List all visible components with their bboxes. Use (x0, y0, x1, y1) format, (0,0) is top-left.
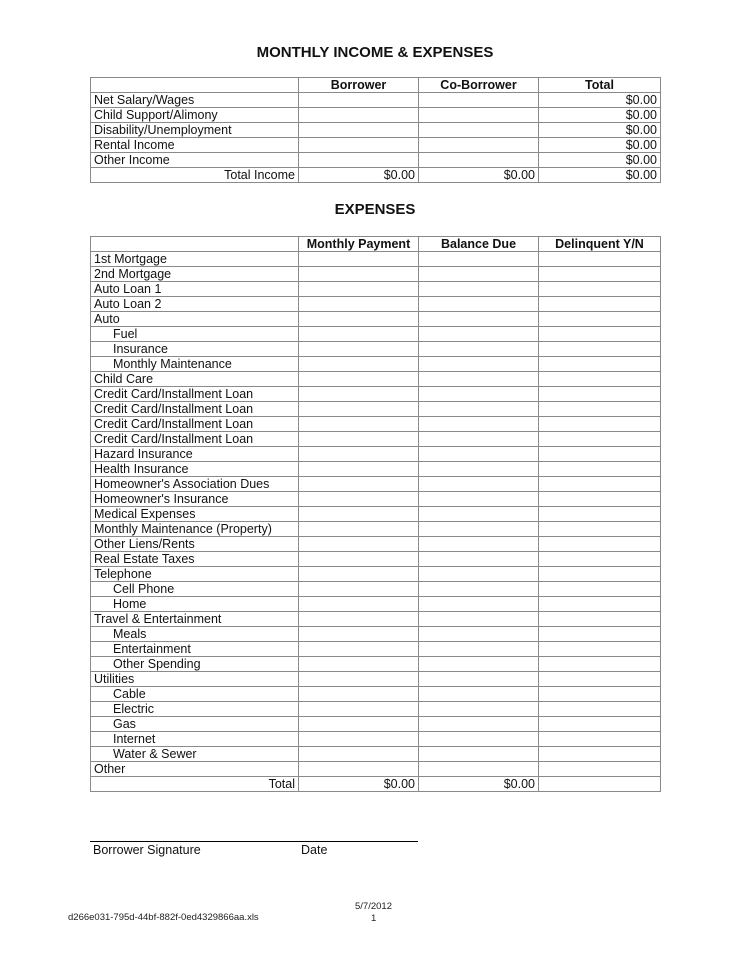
expense-delinquent-cell (539, 597, 661, 612)
expense-label: Other Spending (91, 657, 299, 672)
table-row (91, 552, 661, 567)
expense-balance-cell (419, 507, 539, 522)
table-row (91, 642, 661, 657)
expense-balance-cell (419, 582, 539, 597)
table-row (91, 717, 661, 732)
expense-balance-cell (419, 447, 539, 462)
income-table (90, 77, 661, 183)
expense-balance-cell (419, 387, 539, 402)
footer-date: 5/7/2012 (355, 901, 392, 912)
expense-balance-cell (419, 552, 539, 567)
expense-balance-cell (419, 537, 539, 552)
expense-balance-cell (419, 297, 539, 312)
expense-balance-cell (419, 612, 539, 627)
income-header-borrower: Borrower (299, 78, 419, 93)
expense-delinquent-cell (539, 312, 661, 327)
expense-balance-cell (419, 567, 539, 582)
income-coborrower-cell (419, 138, 539, 153)
table-row (91, 627, 661, 642)
table-row (91, 327, 661, 342)
expense-monthly-cell (299, 747, 419, 762)
expense-monthly-cell (299, 732, 419, 747)
expense-label: Real Estate Taxes (91, 552, 299, 567)
expense-balance-cell (419, 432, 539, 447)
expense-monthly-cell (299, 252, 419, 267)
table-row (91, 93, 661, 108)
expense-monthly-cell (299, 492, 419, 507)
expenses-total-balance: $0.00 (419, 777, 539, 792)
income-total-cell: $0.00 (539, 108, 661, 123)
expense-monthly-cell (299, 327, 419, 342)
income-label: Net Salary/Wages (91, 93, 299, 108)
income-coborrower-cell (419, 153, 539, 168)
expense-label: Child Care (91, 372, 299, 387)
expense-delinquent-cell (539, 627, 661, 642)
expense-delinquent-cell (539, 357, 661, 372)
expense-balance-cell (419, 402, 539, 417)
table-row (91, 657, 661, 672)
expenses-total-label: Total (91, 777, 299, 792)
table-row (91, 312, 661, 327)
expenses-total-delinquent (539, 777, 661, 792)
expense-monthly-cell (299, 687, 419, 702)
expense-label: Auto Loan 2 (91, 297, 299, 312)
table-row (91, 522, 661, 537)
table-row (91, 447, 661, 462)
expense-label: Credit Card/Installment Loan (91, 432, 299, 447)
date-label: Date (301, 843, 328, 857)
expense-balance-cell (419, 747, 539, 762)
expense-delinquent-cell (539, 267, 661, 282)
table-row (91, 732, 661, 747)
table-row (91, 402, 661, 417)
expense-monthly-cell (299, 342, 419, 357)
income-total-cell: $0.00 (539, 123, 661, 138)
expense-balance-cell (419, 522, 539, 537)
income-total-cell: $0.00 (539, 153, 661, 168)
expense-balance-cell (419, 477, 539, 492)
expense-delinquent-cell (539, 582, 661, 597)
expense-delinquent-cell (539, 432, 661, 447)
expense-balance-cell (419, 642, 539, 657)
expense-monthly-cell (299, 417, 419, 432)
income-coborrower-cell (419, 93, 539, 108)
table-row (91, 537, 661, 552)
table-row (91, 417, 661, 432)
expense-label: Utilities (91, 672, 299, 687)
expense-delinquent-cell (539, 732, 661, 747)
expense-delinquent-cell (539, 717, 661, 732)
expense-label: Homeowner's Insurance (91, 492, 299, 507)
expense-monthly-cell (299, 402, 419, 417)
expense-balance-cell (419, 252, 539, 267)
expense-balance-cell (419, 462, 539, 477)
expense-balance-cell (419, 282, 539, 297)
income-borrower-cell (299, 108, 419, 123)
table-row (91, 267, 661, 282)
expenses-total-row (91, 777, 661, 792)
table-row (91, 153, 661, 168)
table-row (91, 372, 661, 387)
expense-balance-cell (419, 762, 539, 777)
expense-balance-cell (419, 732, 539, 747)
expense-monthly-cell (299, 312, 419, 327)
expense-balance-cell (419, 327, 539, 342)
income-header-row (91, 78, 661, 93)
expense-balance-cell (419, 342, 539, 357)
expense-label: 1st Mortgage (91, 252, 299, 267)
table-row (91, 477, 661, 492)
expense-label: Other Liens/Rents (91, 537, 299, 552)
expense-delinquent-cell (539, 447, 661, 462)
expense-delinquent-cell (539, 342, 661, 357)
expenses-header-delinquent: Delinquent Y/N (539, 237, 661, 252)
expenses-total-monthly: $0.00 (299, 777, 419, 792)
expense-label: Home (91, 597, 299, 612)
expense-monthly-cell (299, 462, 419, 477)
expenses-header-row (91, 237, 661, 252)
expense-monthly-cell (299, 477, 419, 492)
expense-delinquent-cell (539, 702, 661, 717)
expense-balance-cell (419, 597, 539, 612)
expense-delinquent-cell (539, 672, 661, 687)
signature-line (90, 841, 418, 842)
expense-monthly-cell (299, 447, 419, 462)
expense-label: Telephone (91, 567, 299, 582)
expense-monthly-cell (299, 762, 419, 777)
income-coborrower-cell (419, 123, 539, 138)
table-row (91, 252, 661, 267)
expense-label: Credit Card/Installment Loan (91, 387, 299, 402)
expense-monthly-cell (299, 582, 419, 597)
expense-label: Gas (91, 717, 299, 732)
table-row (91, 567, 661, 582)
expense-delinquent-cell (539, 282, 661, 297)
table-row (91, 507, 661, 522)
expense-delinquent-cell (539, 657, 661, 672)
expense-delinquent-cell (539, 372, 661, 387)
expense-delinquent-cell (539, 387, 661, 402)
expense-monthly-cell (299, 612, 419, 627)
table-row (91, 762, 661, 777)
expense-balance-cell (419, 627, 539, 642)
table-row (91, 342, 661, 357)
expense-label: Credit Card/Installment Loan (91, 417, 299, 432)
expense-delinquent-cell (539, 612, 661, 627)
table-row (91, 612, 661, 627)
expense-delinquent-cell (539, 402, 661, 417)
total-income-coborrower: $0.00 (419, 168, 539, 183)
income-label: Rental Income (91, 138, 299, 153)
table-row (91, 123, 661, 138)
expense-balance-cell (419, 672, 539, 687)
expense-monthly-cell (299, 267, 419, 282)
expense-delinquent-cell (539, 747, 661, 762)
expense-monthly-cell (299, 702, 419, 717)
income-borrower-cell (299, 153, 419, 168)
expense-delinquent-cell (539, 477, 661, 492)
expense-delinquent-cell (539, 642, 661, 657)
expense-monthly-cell (299, 507, 419, 522)
expense-monthly-cell (299, 552, 419, 567)
expense-monthly-cell (299, 282, 419, 297)
expense-label: Insurance (91, 342, 299, 357)
income-title: MONTHLY INCOME & EXPENSES (256, 44, 494, 61)
expense-monthly-cell (299, 627, 419, 642)
income-label: Other Income (91, 153, 299, 168)
table-row (91, 747, 661, 762)
table-row (91, 282, 661, 297)
expense-monthly-cell (299, 642, 419, 657)
income-borrower-cell (299, 138, 419, 153)
expenses-title: EXPENSES (334, 201, 416, 218)
table-row (91, 687, 661, 702)
income-borrower-cell (299, 123, 419, 138)
expenses-header-label (91, 237, 299, 252)
total-income-borrower: $0.00 (299, 168, 419, 183)
expense-monthly-cell (299, 717, 419, 732)
income-header-total: Total (539, 78, 661, 93)
expense-balance-cell (419, 372, 539, 387)
table-row (91, 108, 661, 123)
expense-monthly-cell (299, 372, 419, 387)
expense-label: Meals (91, 627, 299, 642)
expense-balance-cell (419, 492, 539, 507)
expense-delinquent-cell (539, 252, 661, 267)
expense-balance-cell (419, 687, 539, 702)
expense-label: Monthly Maintenance (91, 357, 299, 372)
total-income-label: Total Income (91, 168, 299, 183)
expense-delinquent-cell (539, 522, 661, 537)
expense-monthly-cell (299, 387, 419, 402)
expense-monthly-cell (299, 597, 419, 612)
expense-label: Other (91, 762, 299, 777)
expense-label: Fuel (91, 327, 299, 342)
expense-delinquent-cell (539, 567, 661, 582)
expense-monthly-cell (299, 567, 419, 582)
expense-label: Medical Expenses (91, 507, 299, 522)
table-row (91, 702, 661, 717)
income-header-coborrower: Co-Borrower (419, 78, 539, 93)
expense-label: Health Insurance (91, 462, 299, 477)
table-row (91, 138, 661, 153)
expense-balance-cell (419, 417, 539, 432)
expense-balance-cell (419, 657, 539, 672)
income-label: Disability/Unemployment (91, 123, 299, 138)
table-row (91, 597, 661, 612)
income-label: Child Support/Alimony (91, 108, 299, 123)
income-borrower-cell (299, 93, 419, 108)
expense-label: Auto Loan 1 (91, 282, 299, 297)
expenses-header-monthly: Monthly Payment (299, 237, 419, 252)
expense-delinquent-cell (539, 552, 661, 567)
expense-label: Cell Phone (91, 582, 299, 597)
expense-balance-cell (419, 267, 539, 282)
expense-delinquent-cell (539, 297, 661, 312)
expenses-table (90, 236, 661, 792)
income-total-row (91, 168, 661, 183)
expense-label: Monthly Maintenance (Property) (91, 522, 299, 537)
expense-label: Travel & Entertainment (91, 612, 299, 627)
expense-delinquent-cell (539, 762, 661, 777)
expense-balance-cell (419, 717, 539, 732)
footer-filename: d266e031-795d-44bf-882f-0ed4329866aa.xls (68, 912, 259, 923)
table-row (91, 672, 661, 687)
table-row (91, 297, 661, 312)
expense-monthly-cell (299, 357, 419, 372)
expense-delinquent-cell (539, 507, 661, 522)
expense-monthly-cell (299, 522, 419, 537)
expense-monthly-cell (299, 672, 419, 687)
table-row (91, 432, 661, 447)
expense-delinquent-cell (539, 687, 661, 702)
expense-label: Auto (91, 312, 299, 327)
income-header-label (91, 78, 299, 93)
expense-monthly-cell (299, 432, 419, 447)
table-row (91, 582, 661, 597)
income-total-cell: $0.00 (539, 93, 661, 108)
expense-monthly-cell (299, 537, 419, 552)
table-row (91, 462, 661, 477)
table-row (91, 387, 661, 402)
income-total-cell: $0.00 (539, 138, 661, 153)
income-coborrower-cell (419, 108, 539, 123)
expense-label: Homeowner's Association Dues (91, 477, 299, 492)
expense-label: Credit Card/Installment Loan (91, 402, 299, 417)
expense-delinquent-cell (539, 492, 661, 507)
expense-balance-cell (419, 357, 539, 372)
borrower-signature-label: Borrower Signature (93, 843, 201, 857)
total-income-total: $0.00 (539, 168, 661, 183)
expense-monthly-cell (299, 657, 419, 672)
expense-delinquent-cell (539, 417, 661, 432)
expense-monthly-cell (299, 297, 419, 312)
expense-delinquent-cell (539, 537, 661, 552)
table-row (91, 357, 661, 372)
expense-balance-cell (419, 702, 539, 717)
expense-label: Hazard Insurance (91, 447, 299, 462)
expense-label: Cable (91, 687, 299, 702)
footer-page-number: 1 (371, 913, 377, 924)
expense-label: Electric (91, 702, 299, 717)
expense-delinquent-cell (539, 462, 661, 477)
table-row (91, 492, 661, 507)
expense-label: Water & Sewer (91, 747, 299, 762)
expense-label: Internet (91, 732, 299, 747)
expenses-header-balance: Balance Due (419, 237, 539, 252)
expense-label: 2nd Mortgage (91, 267, 299, 282)
expense-label: Entertainment (91, 642, 299, 657)
expense-delinquent-cell (539, 327, 661, 342)
expense-balance-cell (419, 312, 539, 327)
